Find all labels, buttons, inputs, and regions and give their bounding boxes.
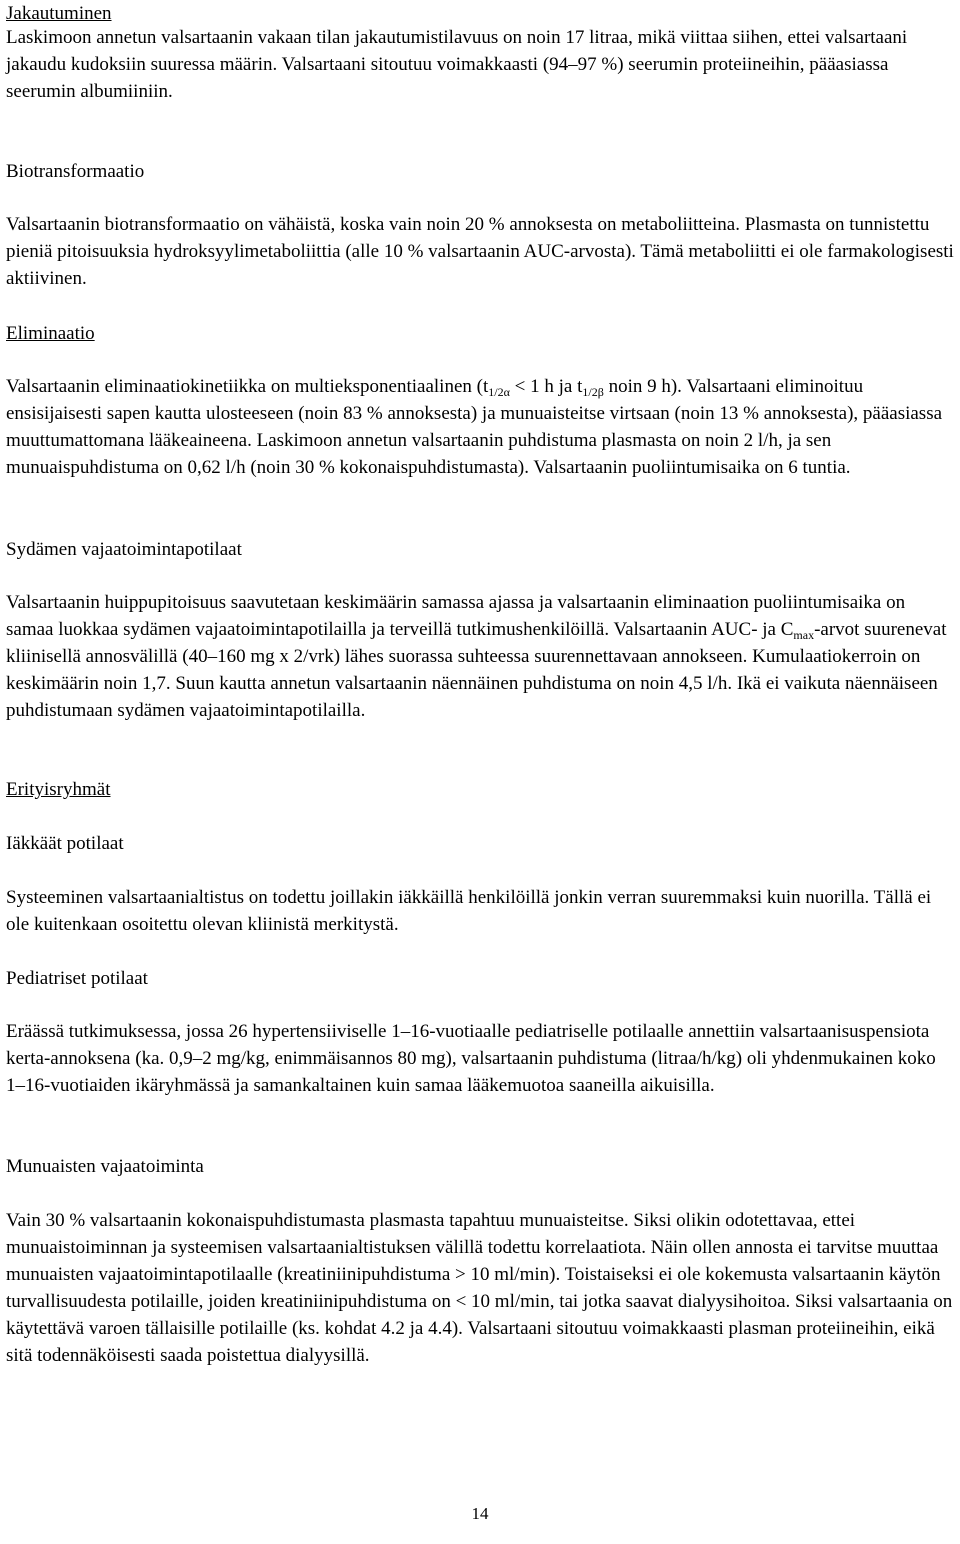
paragraph-pediatriset: Eräässä tutkimuksessa, jossa 26 hypertensiiviselle 1–16-vuotiaalle pediatriselle potilaalle annettiin valsartaanisuspensiota kerta-annoksena (ka. 0,9–2 mg/kg, enimmäisannos 80 mg), valsartaanin puhdistuma (litraa/h/kg) oli yhdenmukainen koko 1–16-vuotiaiden ikäryhmässä ja samankaltainen kuin samaa lääkemuotoa saaneilla aikuisilla.	[6, 1021, 936, 1096]
heading-biotransformaatio: Biotransformaatio	[6, 161, 145, 182]
heading-jakautuminen	[6, 0, 956, 27]
paragraph-sydamen: Valsartaanin huippupitoisuus saavutetaan keskimäärin samassa ajassa ja valsartaanin eliminaation puoliintumisaika on samaa luokkaa sydämen vajaatoimintapotilailla ja terveillä tutkimushenkilöillä. Valsartaanin AUC- ja $C_{max}$-arvot suurenevat kliinisellä annosvälillä (40–160 mg x 2/vrk) lähes suorassa suhteessa suurennettavaan annokseen. Kumulaatiokerroin on keskimäärin noin 1,7. Suun kautta annetun valsartaanin näennäinen puhdistuma on noin 4,5 l/h. Ikä ei vaikuta näennäiseen puhdistumaan sydämen vajaatoimintapotilailla.	[6, 592, 947, 721]
page-number: 14	[471, 1504, 489, 1523]
paragraph-eliminaatio: Valsartaanin eliminaatiokinetiikka on multieksponentiaalinen ($t_{1/2\alpha} < 1$ h ja $t_{1/2\beta}$ noin 9 h). Valsartaani eliminoituu ensisijaisesti sapen kautta ulosteeseen (noin 83 % annoksesta) ja munuaisteitse virtsaan (noin 13 % annoksesta), pääasiassa muuttumattomana lääkeaineena. Laskimoon annetun valsartaanin puhdistuma plasmasta on noin 2 l/h, ja sen munuaispuhdistuma on 0,62 l/h (noin 30 % kokonaispuhdistumasta). Valsartaanin puoliintumisaika on 6 tuntia.	[6, 376, 943, 478]
heading-eliminaatio	[6, 320, 956, 347]
paragraph-munuaisten: Vain 30 % valsartaanin kokonaispuhdistumasta plasmasta tapahtuu munuaisteitse. Siksi olikin odotettavaa, ettei munuaistoiminnan ja systeemisen valsartaanialtistuksen välillä todettu korrelaatiota. Näin ollen annosta ei tarvitse muuttaa munuaisten vajaatoimintapotilaalle (kreatiniinipuhdistuma > 10 ml/min). Toistaiseksi ei ole kokemusta valsartaanin käytön turvallisuudesta potilaille, joiden kreatiniinipuhdistuma on < 10 ml/min, tai jotka saavat dialyysihoitoa. Siksi valsartaania on käytettävä varoen tällaisille potilaille (ks. kohdat 4.2 ja 4.4). Valsartaani sitoutuu voimakkaasti plasman proteiineihin, eikä sitä todennäköisesti saada poistettua dialyysillä.	[6, 1210, 953, 1366]
heading-erityisryhmat	[6, 776, 956, 803]
subscript-cmax: max	[793, 628, 815, 642]
heading-sydamen-vajaatoimintapotilaat: Sydämen vajaatoimintapotilaat	[6, 539, 242, 560]
heading-munuaisten-vajaatoiminta: Munuaisten vajaatoiminta	[6, 1156, 204, 1177]
paragraph-iakkaat: Systeeminen valsartaanialtistus on todettu joillakin iäkkäillä henkilöillä jonkin verran suuremmaksi kuin nuorilla. Tällä ei ole kuitenkaan osoitettu olevan kliinistä merkitystä.	[6, 887, 932, 935]
subscript-t-half-beta: 1/2β	[582, 385, 604, 399]
heading-eliminaatio-text: Eliminaatio	[6, 323, 95, 344]
paragraph-biotransformaatio: Valsartaanin biotransformaatio on vähäistä, koska vain noin 20 % annoksesta on metaboliitteina. Plasmasta on tunnistettu pieniä pitoisuuksia hydroksyylimetaboliittia (alle 10 % valsartaanin AUC-arvosta). Tämä metaboliitti ei ole farmakologisesti aktiivinen.	[6, 214, 954, 289]
paragraph-jakautuminen: Laskimoon annetun valsartaanin vakaan tilan jakautumistilavuus on noin 17 litraa, mikä viittaa siihen, ettei valsartaani jakaudu kudoksiin suuressa määrin. Valsartaani sitoutuu voimakkaasti (94–97 %) seerumin proteiineihin, pääasiassa seerumin albumiiniin.	[6, 27, 908, 102]
heading-jakautuminen-text: Jakautuminen	[6, 3, 112, 24]
subscript-t-half-alpha: 1/2α	[488, 385, 510, 399]
heading-pediatriset-potilaat: Pediatriset potilaat	[6, 968, 148, 989]
heading-iakkaat-potilaat: Iäkkäät potilaat	[6, 833, 124, 854]
heading-erityisryhmat-text: Erityisryhmät	[6, 779, 111, 800]
